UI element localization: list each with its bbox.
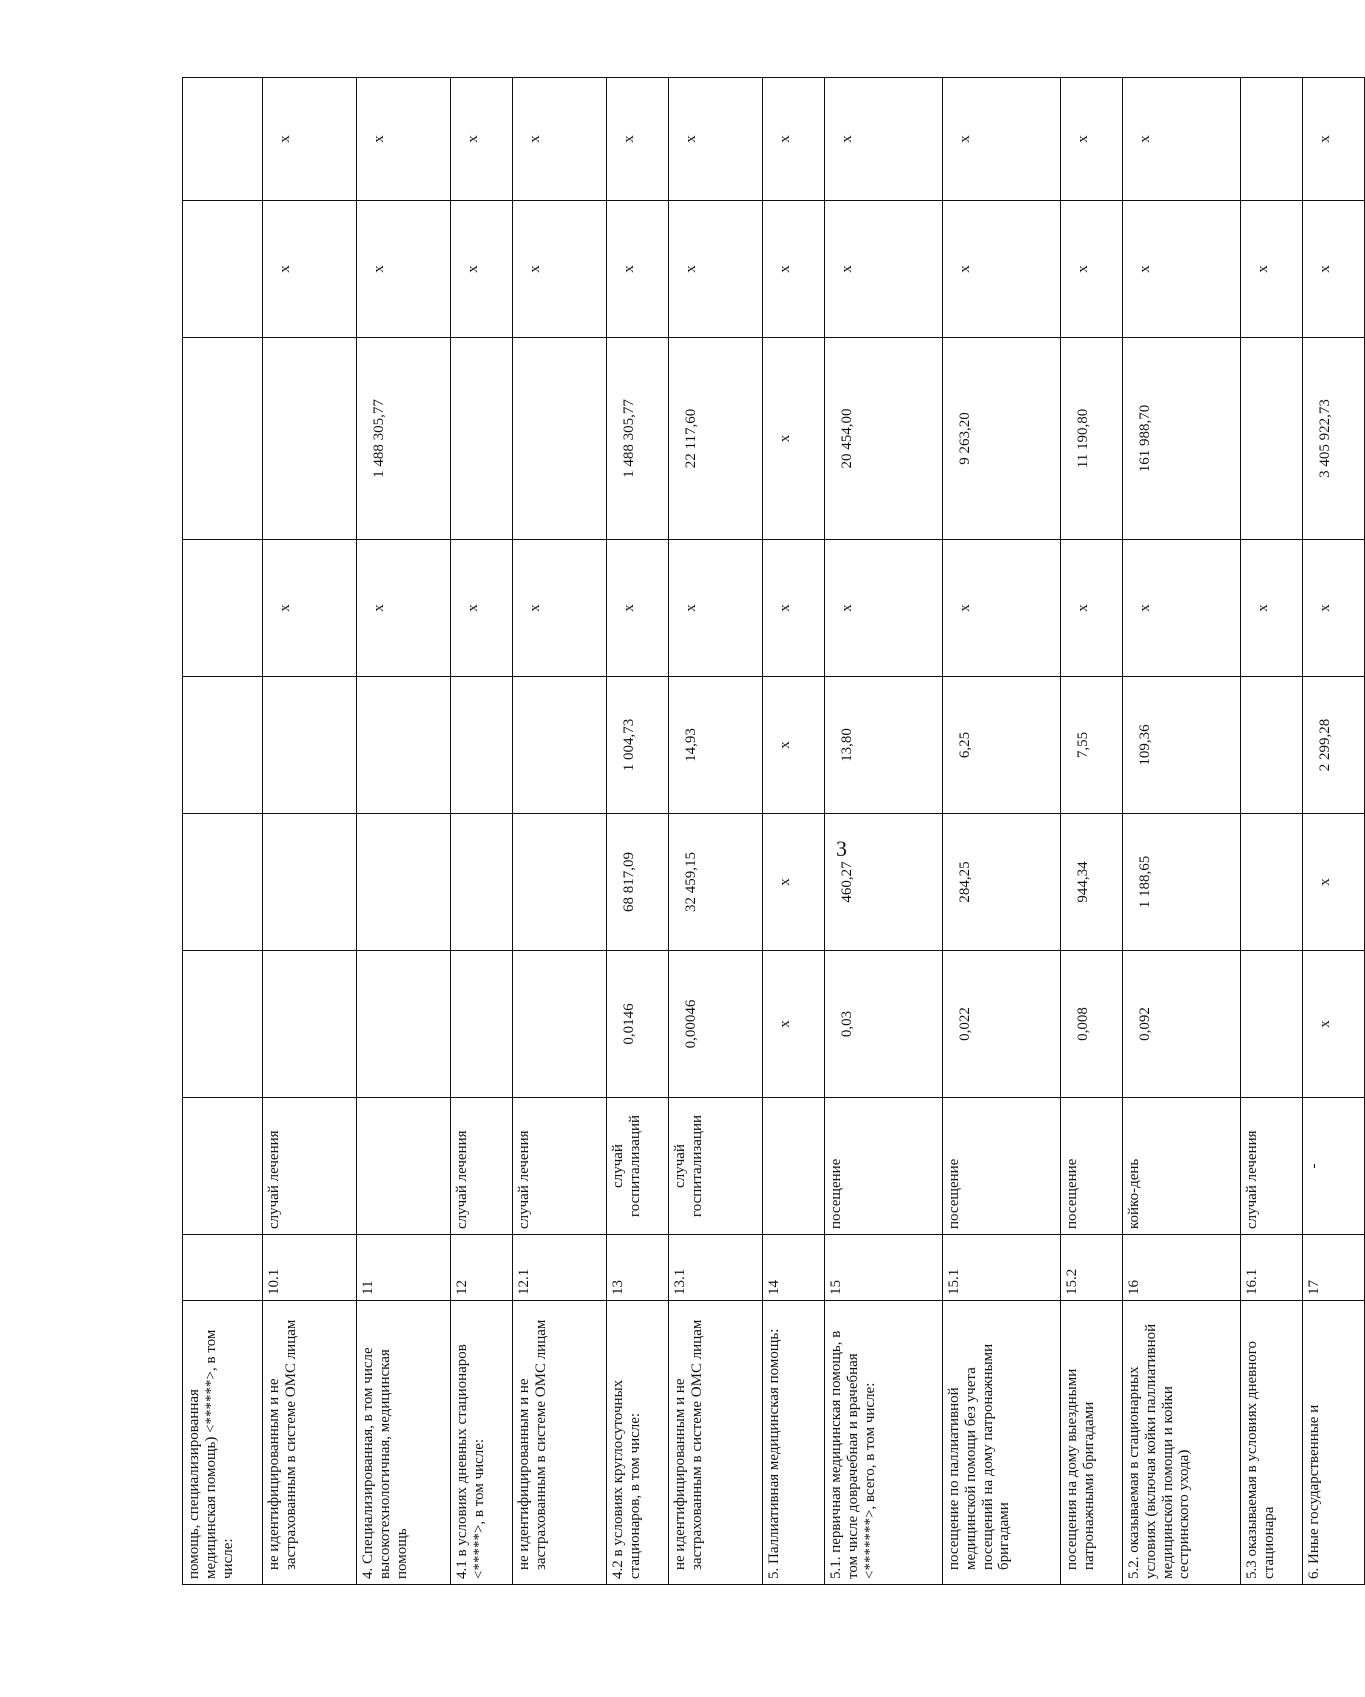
row-number xyxy=(183,1235,263,1301)
table-body xyxy=(183,78,1365,1585)
cell-v3 xyxy=(451,677,513,814)
row-unit: случай лечения xyxy=(1241,1098,1303,1235)
cell-v1: х xyxy=(763,951,825,1098)
row-unit: случай госпитализации xyxy=(669,1098,763,1235)
row-number: 13 xyxy=(607,1235,669,1301)
cell-v5: 20 454,00 xyxy=(825,338,943,540)
row-unit xyxy=(183,1098,263,1235)
row-unit: - xyxy=(1303,1098,1365,1235)
cell-v4 xyxy=(183,540,263,677)
cell-v3 xyxy=(183,677,263,814)
table-row xyxy=(451,78,513,1585)
row-number: 10.1 xyxy=(263,1235,357,1301)
cell-v4: х xyxy=(669,540,763,677)
cell-v1: 0,0146 xyxy=(607,951,669,1098)
cell-v7: х xyxy=(357,78,451,201)
cell-v2: х xyxy=(763,814,825,951)
row-unit: случай лечения xyxy=(263,1098,357,1235)
cell-v6: х xyxy=(1303,201,1365,338)
cell-v4: х xyxy=(1241,540,1303,677)
cell-v7: х xyxy=(763,78,825,201)
table-row xyxy=(825,78,943,1585)
row-unit: случай госпитализаций xyxy=(607,1098,669,1235)
cell-v6 xyxy=(183,201,263,338)
cell-v4: х xyxy=(513,540,607,677)
cell-v5 xyxy=(451,338,513,540)
row-unit: случай лечения xyxy=(513,1098,607,1235)
cell-v2: 32 459,15 xyxy=(669,814,763,951)
cell-v4: х xyxy=(607,540,669,677)
cell-v7: х xyxy=(513,78,607,201)
cell-v4: х xyxy=(263,540,357,677)
table-row xyxy=(513,78,607,1585)
cell-v7: х xyxy=(1123,78,1241,201)
page-number: 3 xyxy=(836,836,847,861)
row-name: 5. Паллиативная медицинская помощь: xyxy=(763,1301,825,1585)
cell-v5 xyxy=(1241,338,1303,540)
cell-v5: х xyxy=(763,338,825,540)
cell-v3: х xyxy=(763,677,825,814)
cell-v1 xyxy=(513,951,607,1098)
cell-v5: 22 117,60 xyxy=(669,338,763,540)
cell-v7: х xyxy=(451,78,513,201)
cell-v7: х xyxy=(825,78,943,201)
cell-v5: 11 190,80 xyxy=(1061,338,1123,540)
row-number: 13.1 xyxy=(669,1235,763,1301)
cell-v3: 7,55 xyxy=(1061,677,1123,814)
cell-v6: х xyxy=(607,201,669,338)
cell-v1 xyxy=(183,951,263,1098)
cell-v3: 6,25 xyxy=(943,677,1061,814)
cell-v6: х xyxy=(1241,201,1303,338)
table-row xyxy=(183,78,263,1585)
cell-v2 xyxy=(183,814,263,951)
row-number: 16.1 xyxy=(1241,1235,1303,1301)
cell-v3: 2 299,28 xyxy=(1303,677,1365,814)
cell-v4: х xyxy=(451,540,513,677)
cell-v2 xyxy=(1241,814,1303,951)
row-name: 5.2. оказываемая в стационарных условиях (включая койки паллиативной медицинской помощи и койки сестринского ухода) xyxy=(1123,1301,1241,1585)
table-row xyxy=(1123,78,1241,1585)
cell-v2: 460,27 xyxy=(825,814,943,951)
cell-v3: 14,93 xyxy=(669,677,763,814)
cell-v7: х xyxy=(1061,78,1123,201)
cell-v1: 0,022 xyxy=(943,951,1061,1098)
row-name: помощь, специализированная медицинская помощь) <******>, в том числе: xyxy=(183,1301,263,1585)
row-name: посещения на дому выездными патронажными бригадами xyxy=(1061,1301,1123,1585)
norms-table xyxy=(182,77,1365,1585)
cell-v4: х xyxy=(825,540,943,677)
cell-v4: х xyxy=(763,540,825,677)
cell-v2: 68 817,09 xyxy=(607,814,669,951)
cell-v3 xyxy=(1241,677,1303,814)
row-number: 15 xyxy=(825,1235,943,1301)
row-name: 6. Иные государственные и xyxy=(1303,1301,1365,1585)
row-number: 15.2 xyxy=(1061,1235,1123,1301)
table-row xyxy=(263,78,357,1585)
cell-v4: х xyxy=(1123,540,1241,677)
cell-v3 xyxy=(357,677,451,814)
cell-v4: х xyxy=(1061,540,1123,677)
row-name: 5.3 оказываемая в условиях дневного стационара xyxy=(1241,1301,1303,1585)
cell-v6: х xyxy=(1061,201,1123,338)
row-unit xyxy=(357,1098,451,1235)
cell-v6: х xyxy=(763,201,825,338)
row-name: не идентифицированным и не застрахованным в системе ОМС лицам xyxy=(263,1301,357,1585)
cell-v4: х xyxy=(357,540,451,677)
table-row xyxy=(1061,78,1123,1585)
cell-v2: 944,34 xyxy=(1061,814,1123,951)
row-name: 4. Специализированная, в том числе высокотехнологичная, медицинская помощь xyxy=(357,1301,451,1585)
cell-v2: 284,25 xyxy=(943,814,1061,951)
table-row xyxy=(357,78,451,1585)
row-unit: посещение xyxy=(943,1098,1061,1235)
cell-v1: х xyxy=(1303,951,1365,1098)
row-unit xyxy=(763,1098,825,1235)
row-name: посещение по паллиативной медицинской помощи без учета посещений на дому патронажными бригадами xyxy=(943,1301,1061,1585)
table-row xyxy=(1241,78,1303,1585)
row-number: 12.1 xyxy=(513,1235,607,1301)
row-unit: койко-день xyxy=(1123,1098,1241,1235)
cell-v7: х xyxy=(1303,78,1365,201)
cell-v6: х xyxy=(263,201,357,338)
cell-v5 xyxy=(263,338,357,540)
row-unit: посещение xyxy=(825,1098,943,1235)
cell-v6: х xyxy=(1123,201,1241,338)
cell-v5: 161 988,70 xyxy=(1123,338,1241,540)
cell-v7: х xyxy=(607,78,669,201)
row-unit: посещение xyxy=(1061,1098,1123,1235)
row-name: не идентифицированным и не застрахованным в системе ОМС лицам xyxy=(669,1301,763,1585)
cell-v3: 13,80 xyxy=(825,677,943,814)
cell-v2 xyxy=(357,814,451,951)
table-row xyxy=(943,78,1061,1585)
cell-v1 xyxy=(1241,951,1303,1098)
cell-v5: 1 488 305,77 xyxy=(607,338,669,540)
cell-v3 xyxy=(513,677,607,814)
cell-v7 xyxy=(1241,78,1303,201)
cell-v2 xyxy=(263,814,357,951)
cell-v2 xyxy=(513,814,607,951)
cell-v1: 0,00046 xyxy=(669,951,763,1098)
row-name: 4.2 в условиях круглосуточных стационаров, в том числе: xyxy=(607,1301,669,1585)
row-number: 14 xyxy=(763,1235,825,1301)
table-row xyxy=(669,78,763,1585)
cell-v5: 3 405 922,73 xyxy=(1303,338,1365,540)
cell-v1 xyxy=(451,951,513,1098)
cell-v6: х xyxy=(669,201,763,338)
cell-v6: х xyxy=(451,201,513,338)
cell-v3 xyxy=(263,677,357,814)
row-name: 5.1. первичная медицинская помощь, в том числе доврачебная и врачебная <*******>, всего, в том числе: xyxy=(825,1301,943,1585)
cell-v7 xyxy=(183,78,263,201)
cell-v7: х xyxy=(943,78,1061,201)
row-number: 16 xyxy=(1123,1235,1241,1301)
cell-v1: 0,008 xyxy=(1061,951,1123,1098)
cell-v2: х xyxy=(1303,814,1365,951)
cell-v2: 1 188,65 xyxy=(1123,814,1241,951)
cell-v4: х xyxy=(943,540,1061,677)
cell-v6: х xyxy=(357,201,451,338)
row-unit: случай лечения xyxy=(451,1098,513,1235)
row-name: не идентифицированным и не застрахованным в системе ОМС лицам xyxy=(513,1301,607,1585)
cell-v4: х xyxy=(1303,540,1365,677)
rotated-table-container xyxy=(182,78,1333,1585)
row-name: 4.1 в условиях дневных стационаров <*****>, в том числе: xyxy=(451,1301,513,1585)
cell-v5 xyxy=(513,338,607,540)
cell-v6: х xyxy=(943,201,1061,338)
cell-v1 xyxy=(357,951,451,1098)
cell-v1: 0,03 xyxy=(825,951,943,1098)
table-row xyxy=(607,78,669,1585)
cell-v2 xyxy=(451,814,513,951)
cell-v6: х xyxy=(825,201,943,338)
row-number: 15.1 xyxy=(943,1235,1061,1301)
cell-v1: 0,092 xyxy=(1123,951,1241,1098)
cell-v7: х xyxy=(263,78,357,201)
cell-v3: 109,36 xyxy=(1123,677,1241,814)
table-row xyxy=(1303,78,1365,1585)
row-number: 11 xyxy=(357,1235,451,1301)
cell-v3: 1 004,73 xyxy=(607,677,669,814)
cell-v5 xyxy=(183,338,263,540)
row-number: 17 xyxy=(1303,1235,1365,1301)
cell-v1 xyxy=(263,951,357,1098)
cell-v5: 1 488 305,77 xyxy=(357,338,451,540)
table-row xyxy=(763,78,825,1585)
cell-v7: х xyxy=(669,78,763,201)
cell-v5: 9 263,20 xyxy=(943,338,1061,540)
row-number: 12 xyxy=(451,1235,513,1301)
cell-v6: х xyxy=(513,201,607,338)
